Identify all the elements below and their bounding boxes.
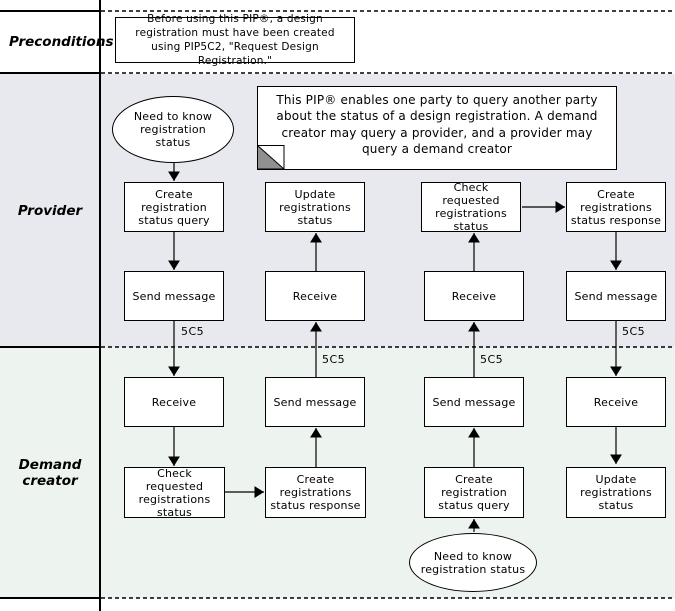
message-label-5c5-2: 5C5	[322, 353, 346, 366]
process-box-provider-update-status	[265, 182, 365, 232]
note-fold-icon	[257, 145, 285, 170]
start-event-provider	[112, 96, 234, 163]
lane-label-text: Preconditions	[9, 34, 114, 50]
process-box-text: Create registrations status response	[270, 473, 361, 512]
process-box-text: Receive	[451, 289, 497, 303]
process-box-text: Create registration status query	[438, 473, 510, 512]
preconditions-note-text: Before using this PIP®, a design registration must have been created using PIP5C2, "Request Design Registration."	[135, 13, 335, 67]
process-box-text: Create registrations status response	[570, 187, 662, 227]
lane-label-provider	[0, 74, 100, 347]
process-box-text: Receive	[292, 289, 338, 303]
lane-label-text: Demand creator	[18, 456, 82, 489]
process-box-provider-send-message-1	[124, 271, 224, 321]
message-label-5c5-1: 5C5	[181, 325, 205, 338]
process-box-text: Update registrations status	[580, 473, 652, 512]
process-box-demand-receive-2	[566, 377, 666, 427]
process-box-provider-check-requested	[421, 182, 521, 232]
description-note	[257, 86, 617, 170]
process-box-demand-create-query	[424, 467, 524, 518]
preconditions-note	[115, 13, 355, 67]
message-label-5c5-4: 5C5	[622, 325, 646, 338]
process-box-text: Send message	[132, 289, 216, 303]
process-box-demand-create-response	[265, 467, 366, 518]
process-box-text: Send message	[432, 395, 516, 409]
start-event-demand-creator	[409, 533, 537, 592]
process-box-demand-receive-1	[124, 377, 224, 427]
process-box-text: Create registration status query	[138, 187, 210, 227]
start-event-text: Need to know registration status	[133, 110, 213, 149]
process-box-demand-check-requested	[124, 467, 225, 518]
process-box-demand-update-status	[566, 467, 666, 518]
process-box-text: Check requested registrations status	[138, 466, 211, 519]
description-note-text: This PIP® enables one party to query another party about the status of a design registration. A demand creator may query a provider, and a provider may query a demand creator	[276, 92, 598, 156]
message-label-5c5-3: 5C5	[480, 353, 504, 366]
process-box-provider-send-message-2	[566, 271, 666, 321]
process-box-provider-create-query	[124, 182, 224, 232]
process-box-demand-send-message-1	[265, 377, 365, 427]
process-box-demand-send-message-2	[424, 377, 524, 427]
process-box-provider-receive-2	[424, 271, 524, 321]
start-event-text: Need to know registration status	[420, 549, 526, 576]
process-box-provider-create-response	[566, 182, 666, 232]
process-box-text: Check requested registrations status	[435, 181, 507, 233]
process-box-text: Update registrations status	[279, 187, 351, 227]
process-box-text: Receive	[593, 395, 639, 409]
process-box-text: Send message	[574, 289, 658, 303]
lane-label-preconditions	[0, 11, 114, 73]
process-box-text: Send message	[273, 395, 357, 409]
lane-label-text: Provider	[17, 202, 83, 219]
lane-label-demand-creator	[0, 347, 100, 598]
process-box-provider-receive-1	[265, 271, 365, 321]
process-box-text: Receive	[151, 395, 197, 409]
